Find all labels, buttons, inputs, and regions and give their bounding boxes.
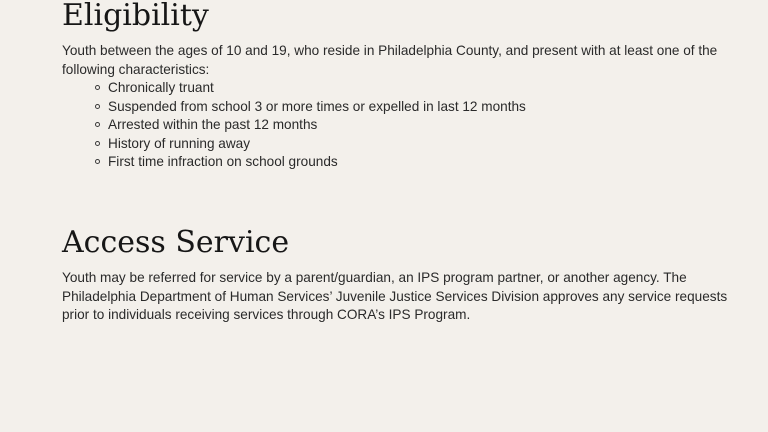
criterion-text: First time infraction on school grounds <box>108 154 338 170</box>
list-item <box>108 98 526 117</box>
hollow-circle-bullet-icon <box>95 141 100 146</box>
criterion-text: History of running away <box>108 135 251 151</box>
hollow-circle-bullet-icon <box>95 85 100 90</box>
list-item <box>108 153 526 172</box>
list-item <box>108 116 526 135</box>
criterion-text: Chronically truant <box>108 80 214 95</box>
hollow-circle-bullet-icon <box>95 104 100 109</box>
criterion-text: Suspended from school 3 or more times or expelled in last 12 months <box>108 98 526 114</box>
hollow-circle-bullet-icon <box>95 122 100 127</box>
list-item <box>108 135 526 154</box>
eligibility-intro: Youth between the ages of 10 and 19, who reside in Philadelphia County, and present with at least one of the following characteristics: <box>62 43 718 77</box>
list-item <box>108 79 526 98</box>
access-service-heading: Access Service <box>62 225 290 260</box>
eligibility-heading: Eligibility <box>62 0 209 33</box>
access-service-body: Youth may be referred for service by a parent/guardian, an IPS program partner, or another agency. The Philadelphia Department of Human Services’ Juvenile Justice Services Division approves any service requests prior to individuals receiving services through CORA’s IPS Program. <box>62 270 728 323</box>
eligibility-criteria-list <box>108 79 526 172</box>
hollow-circle-bullet-icon <box>95 159 100 164</box>
criterion-text: Arrested within the past 12 months <box>108 117 318 133</box>
